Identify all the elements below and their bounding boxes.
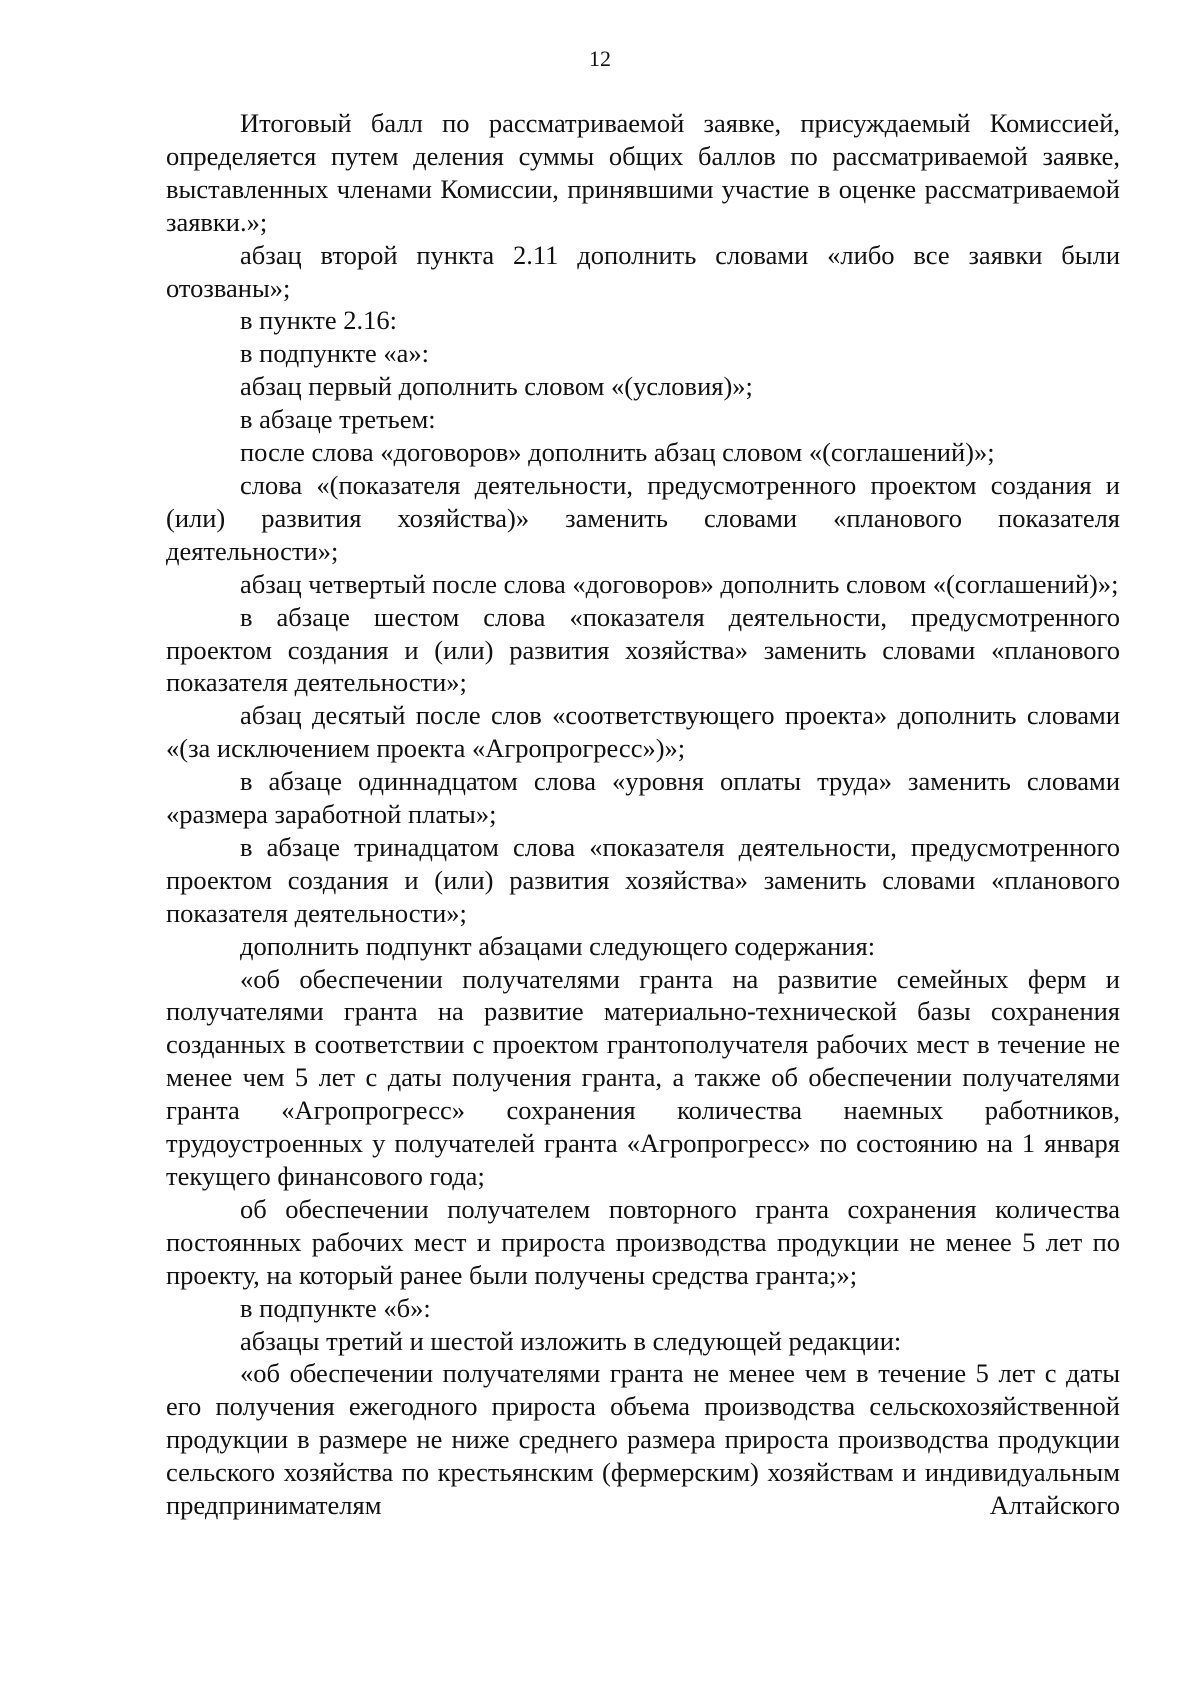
paragraph: абзацы третий и шестой изложить в следующей редакции: [240, 1325, 902, 1356]
paragraph: в пункте 2.16: [240, 305, 397, 336]
paragraph: об обеспечении получателем повторного гранта сохранения количества постоянных рабочих мест и прироста производства продукции не менее 5 лет по проекту, на который ранее были получены средства гранта;»; [166, 1193, 1120, 1290]
paragraph: в абзаце шестом слова «показателя деятельности, предусмотренного проектом создания и (или) развития хозяйства» заменить словами «планового показателя деятельности»; [166, 601, 1120, 698]
paragraph: слова «(показателя деятельности, предусмотренного проектом создания и (или) развития хозяйства)» заменить словами «планового показателя деятельности»; [166, 469, 1120, 566]
paragraph: «об обеспечении получателями гранта на развитие семейных ферм и получателями гранта на развитие материально-технической базы сохранения созданных в соответствии с проектом грантополучателя рабочих мест в течение не менее чем 5 лет с даты получения гранта, а также об обеспечении получателями гранта «Агропрогресс» сохранения количества наемных работников, трудоустроенных у получателей гранта «Агропрогресс» по состоянию на 1 января текущего финансового года; [166, 963, 1120, 1191]
paragraph: дополнить подпункт абзацами следующего содержания: [240, 930, 876, 961]
paragraph: абзац первый дополнить словом «(условия)»; [240, 371, 753, 402]
page-number: 12 [589, 46, 611, 71]
paragraph: абзац второй пункта 2.11 дополнить словами «либо все заявки были отозваны»; [166, 239, 1120, 303]
paragraph: абзац четвертый после слова «договоров» дополнить словом «(соглашений)»; [240, 568, 1119, 599]
paragraph: в абзаце тринадцатом слова «показателя деятельности, предусмотренного проектом создания и (или) развития хозяйства» заменить словами «планового показателя деятельности»; [166, 831, 1120, 928]
paragraph: в абзаце третьем: [240, 404, 436, 435]
paragraph: в подпункте «а»: [240, 338, 430, 369]
paragraph: после слова «договоров» дополнить абзац словом «(соглашений)»; [240, 437, 995, 468]
document-body [166, 107, 1120, 1522]
paragraph: в подпункте «б»: [240, 1292, 431, 1323]
paragraph: «об обеспечении получателями гранта не менее чем в течение 5 лет с даты его получения ежегодного прироста объема производства сельскохозяйственной продукции в размере не ниже среднего размера прироста производства продукции сельского хозяйства по крестьянским (фермерским) хозяйствам и индивидуальным предпринимателям Алтайского [166, 1358, 1120, 1521]
paragraph: в абзаце одиннадцатом слова «уровня оплаты труда» заменить словами «размера заработной платы»; [166, 766, 1120, 830]
paragraph: Итоговый балл по рассматриваемой заявке, присуждаемый Комиссией, определяется путем деления суммы общих баллов по рассматриваемой заявке, выставленных членами Комиссии, принявшими участие в оценке рассматриваемой заявки.»; [166, 108, 1120, 237]
paragraph: абзац десятый после слов «соответствующего проекта» дополнить словами «(за исключением проекта «Агропрогресс»)»; [166, 700, 1120, 764]
